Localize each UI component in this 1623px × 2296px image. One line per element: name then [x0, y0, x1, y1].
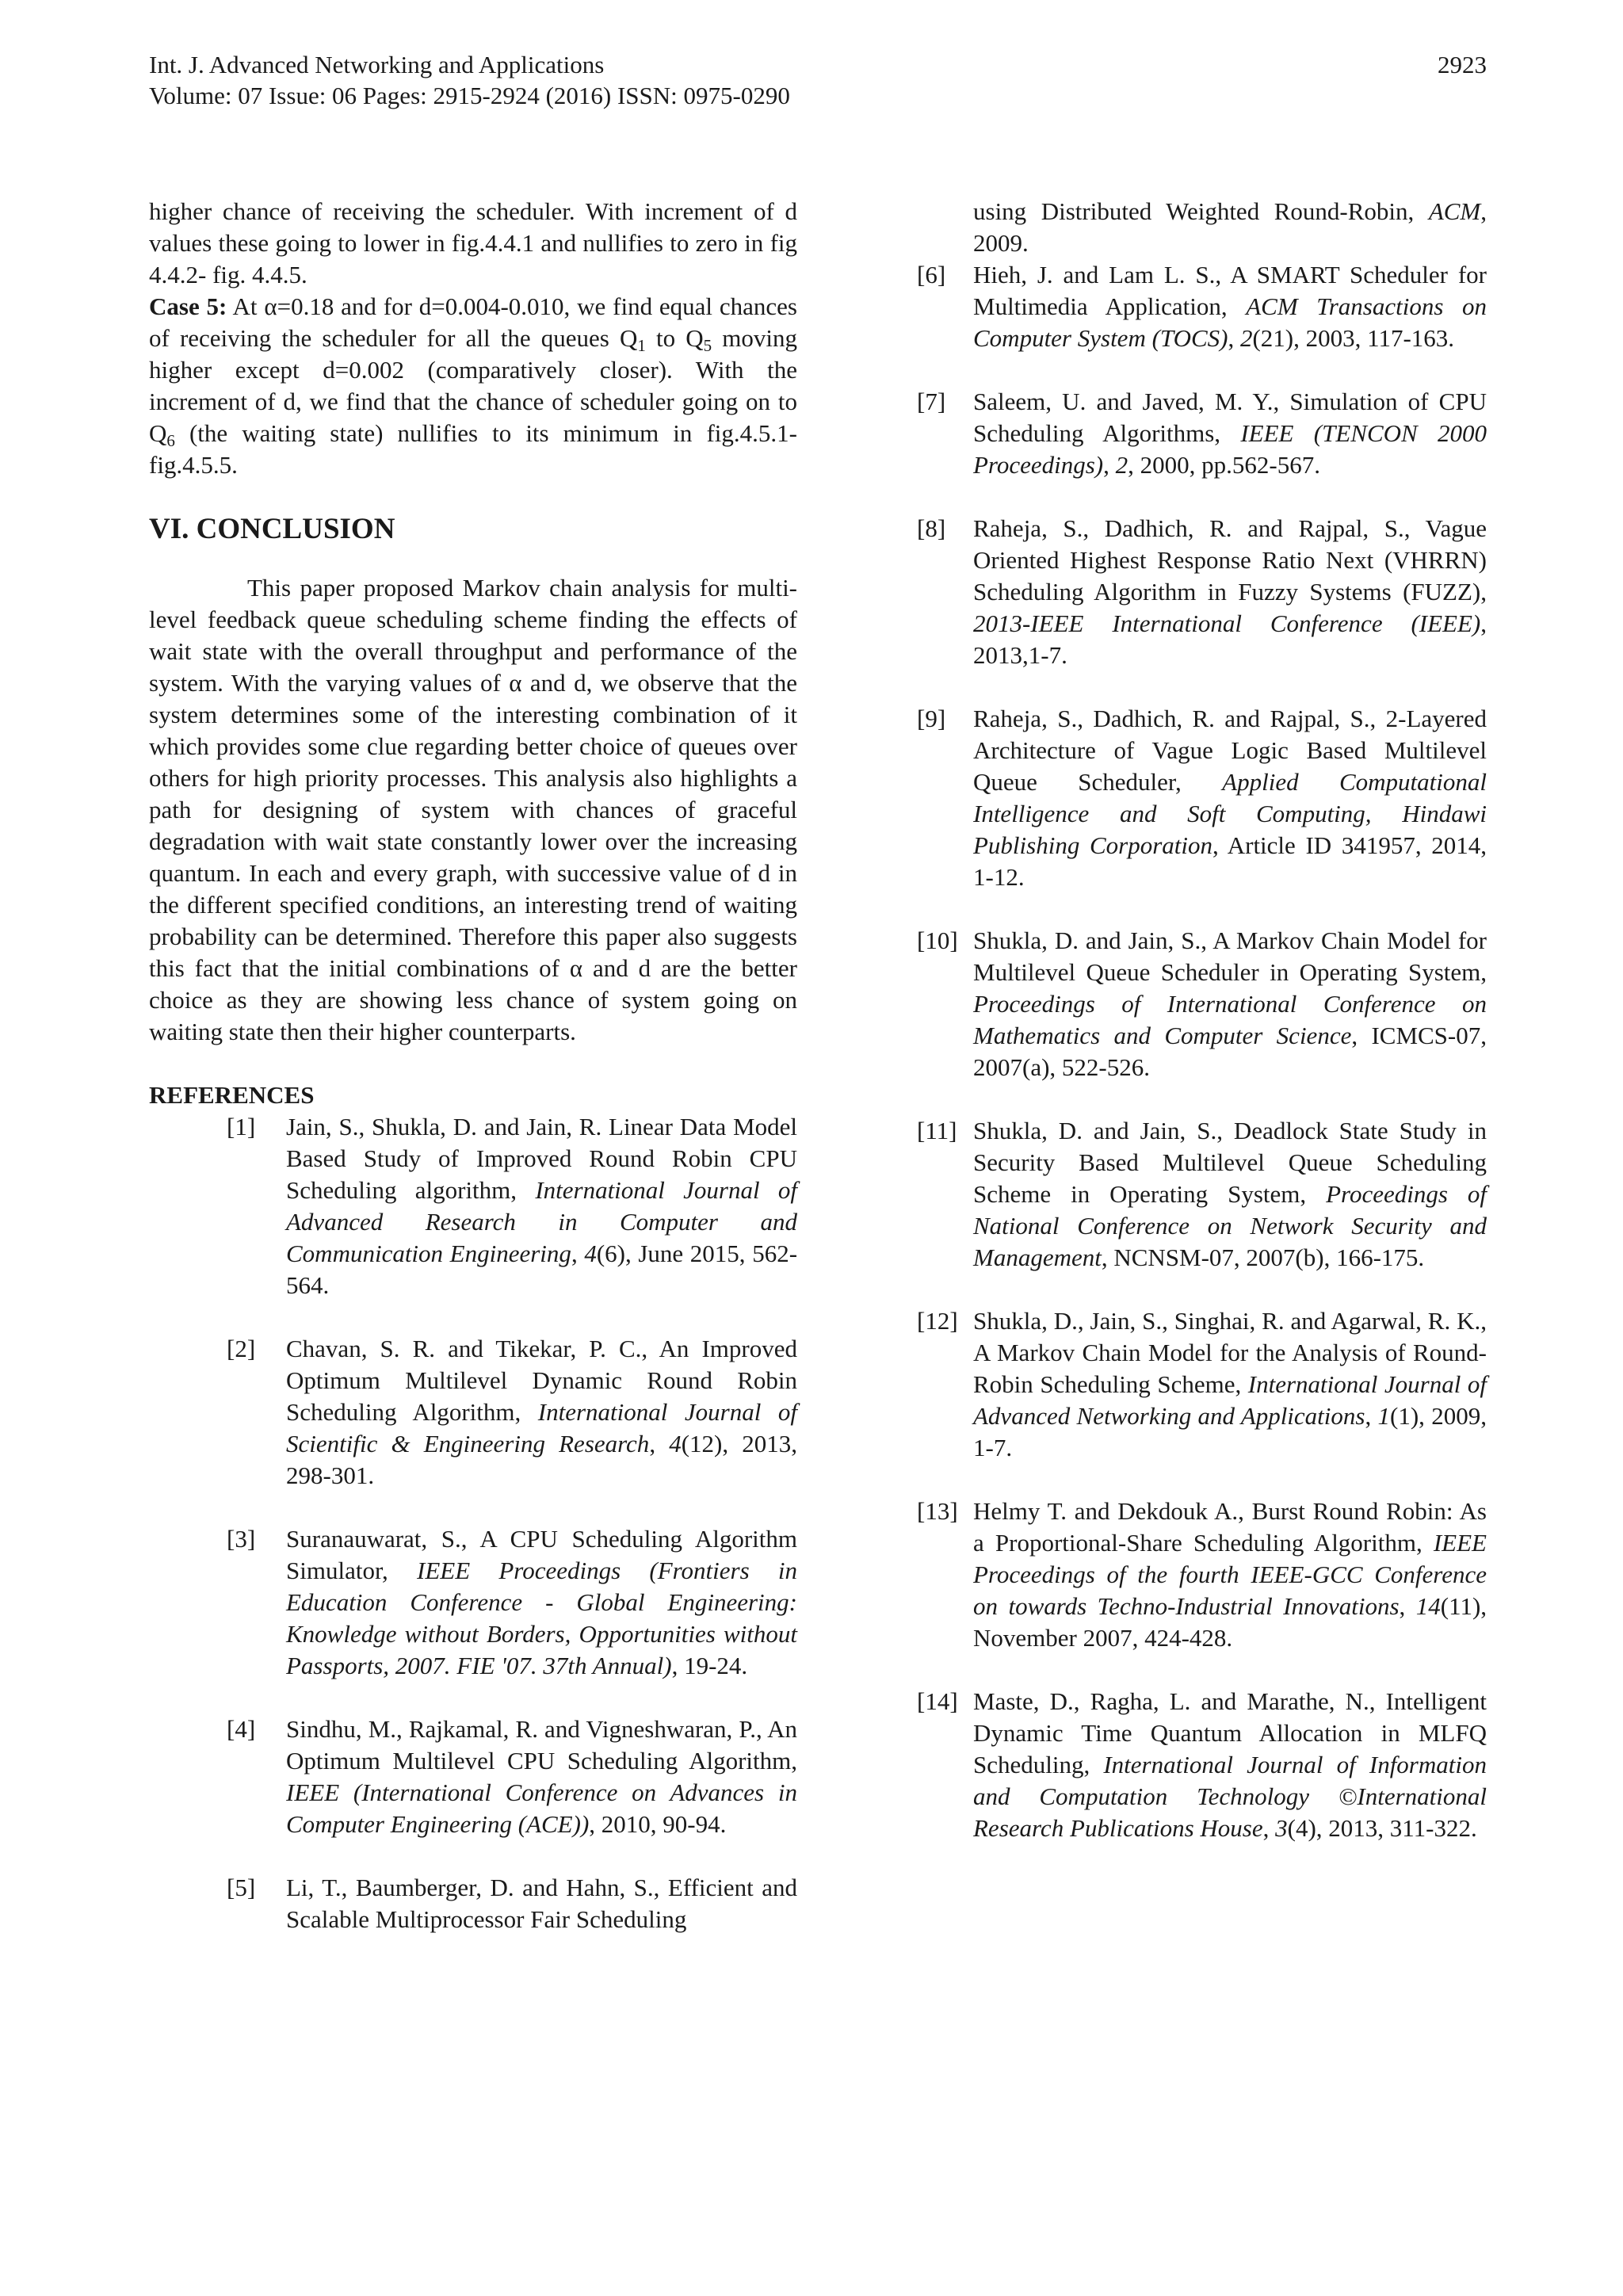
reference-item: [3] Suranauwarat, S., A CPU Scheduling Algorithm Simulator, IEEE Proceedings (Frontiers in Education Conference - Global Engineering: Knowledge without Borders, Opportunities without Passports, 2007. FIE '07. 37th Annual), 19-24. [227, 1525, 797, 1679]
reference-item: [5] Li, T., Baumberger, D. and Hahn, S., Efficient and Scalable Multiprocessor Fair Scheduling [227, 1874, 797, 1933]
reference-item: [6] Hieh, J. and Lam L. S., A SMART Scheduler for Multimedia Application, ACM Transactions on Computer System (TOCS), 2(21), 2003, 117-163. [917, 261, 1487, 352]
reference-item: [4] Sindhu, M., Rajkamal, R. and Vigneshwaran, P., An Optimum Multilevel CPU Scheduling Algorithm, IEEE (International Conference on Advances in Computer Engineering (ACE)), 2010, 90-94. [227, 1715, 797, 1838]
reference-item-continued: using Distributed Weighted Round-Robin, ACM, 2009. [973, 197, 1487, 257]
reference-item: [7] Saleem, U. and Javed, M. Y., Simulation of CPU Scheduling Algorithms, IEEE (TENCON 2000 Proceedings), 2, 2000, pp.562-567. [917, 388, 1487, 479]
left-column [149, 196, 797, 1935]
reference-item: [9] Raheja, S., Dadhich, R. and Rajpal, S., 2-Layered Architecture of Vague Logic Based Multilevel Queue Scheduler, Applied Computational Intelligence and Soft Computing, Hindawi Publishing Corporation, Article ID 341957, 2014, 1-12. [917, 705, 1487, 891]
intro-paragraph: higher chance of receiving the scheduler. With increment of d values these going to lower in fig.4.4.1 and nullifies to zero in fig 4.4.2- fig. 4.4.5. [149, 197, 797, 288]
reference-item: [10] Shukla, D. and Jain, S., A Markov Chain Model for Multilevel Queue Scheduler in Operating System, Proceedings of International Conference on Mathematics and Computer Science, ICMCS-07, 2007(a), 522-526. [917, 926, 1487, 1081]
reference-item: [8] Raheja, S., Dadhich, R. and Rajpal, S., Vague Oriented Highest Response Ratio Next (VHRRN) Scheduling Algorithm in Fuzzy Systems (FUZZ), 2013-IEEE International Conference (IEEE), 2013,1-7. [917, 514, 1487, 669]
conclusion-heading: VI. CONCLUSION [149, 513, 395, 545]
case5-paragraph: Case 5: At α=0.18 and for d=0.004-0.010, we find equal chances of receiving the scheduler for all the queues $Q_1$ to $Q_5$ moving higher except d=0.002 (comparatively closer). With the increment of d, we find that the chance of scheduler going on to $Q_6$ (the waiting state) nullifies to its minimum in fig.4.5.1-fig.4.5.5. [149, 292, 798, 479]
page-number: 2923 [1438, 51, 1487, 78]
running-header [149, 49, 1487, 111]
reference-item: [1] Jain, S., Shukla, D. and Jain, R. Linear Data Model Based Study of Improved Round Robin CPU Scheduling algorithm, International Journal of Advanced Research in Computer and Communication Engineering, 4(6), June 2015, 562-564. [227, 1113, 798, 1299]
case5-label: Case 5: [149, 292, 227, 320]
journal-title: Int. J. Advanced Networking and Applications [149, 51, 605, 78]
volume-info: Volume: 07 Issue: 06 Pages: 2915-2924 (2016) ISSN: 0975-0290 [149, 82, 790, 109]
reference-item: [13] Helmy T. and Dekdouk A., Burst Round Robin: As a Proportional-Share Scheduling Algorithm, IEEE Proceedings of the fourth IEEE-GCC Conference on towards Techno-Industrial Innovations, 14(11), November 2007, 424-428. [917, 1497, 1487, 1652]
reference-item: [12] Shukla, D., Jain, S., Singhai, R. and Agarwal, R. K., A Markov Chain Model for the Analysis of Round-Robin Scheduling Scheme, International Journal of Advanced Networking and Applications, 1(1), 2009, 1-7. [917, 1307, 1487, 1461]
references-heading: REFERENCES [149, 1081, 315, 1109]
reference-item: [14] Maste, D., Ragha, L. and Marathe, N., Intelligent Dynamic Time Quantum Allocation in MLFQ Scheduling, International Journal of Information and Computation Technology ©International Research Publications House, 3(4), 2013, 311-322. [917, 1687, 1487, 1842]
reference-item: [11] Shukla, D. and Jain, S., Deadlock State Study in Security Based Multilevel Queue Scheduling Scheme in Operating System, Proceedings of National Conference on Network Security and Management, NCNSM-07, 2007(b), 166-175. [917, 1117, 1487, 1271]
right-column [917, 196, 1487, 1844]
conclusion-paragraph: This paper proposed Markov chain analysis for multi-level feedback queue scheduling scheme finding the effects of wait state with the overall throughput and performance of the system. With the varying values of α and d, we observe that the system determines some of the interesting combination of it which provides some clue regarding better choice of queues over others for high priority processes. This analysis also highlights a path for designing of system with chances of graceful degradation with wait state constantly lower over the increasing quantum. In each and every graph, with successive value of d in the different specified conditions, an interesting trend of waiting probability can be determined. Therefore this paper also suggests this fact that the initial combinations of α and d are the better choice as they are showing less chance of system going on waiting state then their higher counterparts. [149, 574, 797, 1045]
reference-item: [2] Chavan, S. R. and Tikekar, P. C., An Improved Optimum Multilevel Dynamic Round Robin Scheduling Algorithm, International Journal of Scientific & Engineering Research, 4(12), 2013, 298-301. [227, 1335, 797, 1489]
